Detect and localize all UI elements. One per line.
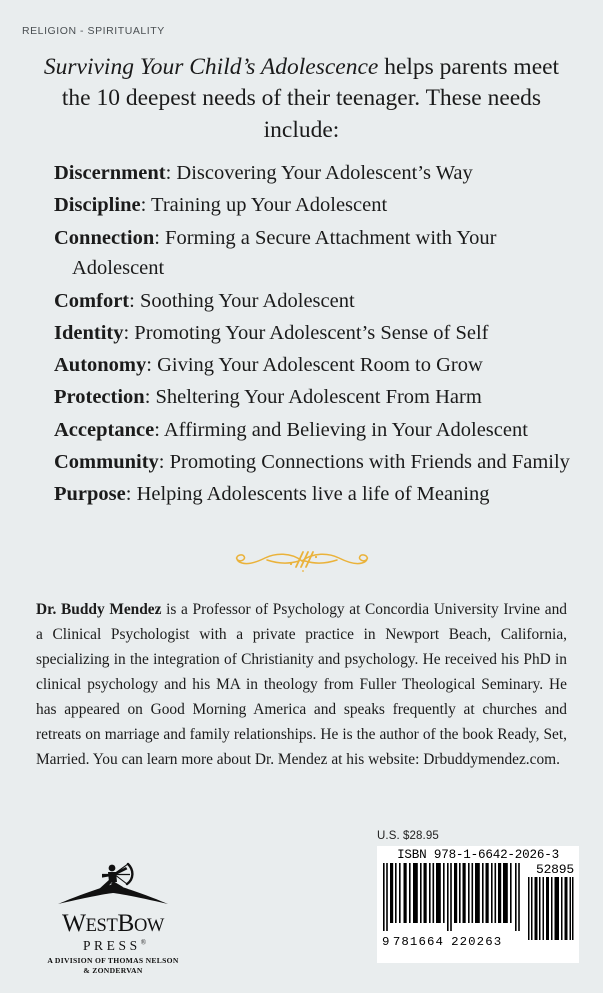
need-label: Acceptance [54,418,155,441]
addon-digits: 52895 [535,862,574,878]
need-label: Discipline [54,194,141,217]
need-description: : Sheltering Your Adolescent From Harm [144,386,482,409]
ean-group-2: 220263 [451,935,503,950]
addon5-bars-icon [527,877,574,940]
publisher-tagline [28,956,198,977]
ean-lead-digit: 9 [382,935,390,950]
need-description: : Soothing Your Adolescent [129,289,355,312]
need-item [54,382,574,413]
need-description: : Helping Adolescents live a life of Meaning [125,483,490,505]
publisher-press-word [28,939,198,953]
ean-group-1: 781664 [392,935,445,950]
need-item [54,223,574,285]
svg-text:™: ™ [123,890,128,895]
need-item [54,318,574,349]
publisher-name [28,910,198,936]
need-item [54,190,574,221]
author-name: Dr. Buddy Mendez [36,601,162,618]
need-description: : Giving Your Adolescent Room to Grow [146,354,483,376]
barcode-block [377,846,579,963]
needs-list [54,158,574,511]
need-label: Protection [54,386,145,409]
need-item [54,447,574,478]
price-label: U.S. $28.95 [377,830,439,842]
need-item [54,158,574,189]
barcode-bars-row [382,863,574,948]
tagline-line-1: A DIVISION OF THOMAS NELSON [47,956,179,965]
ornamental-flourish-icon [227,546,377,576]
author-bio-text: is a Professor of Psychology at Concordia University Irvine and a Clinical Psychologist with a private practice in Newport Beach, California, specializing in the integration of Christianity and psychology. He received his PhD in clinical psychology and his MA in theology from Fuller Theological Seminary. He has appeared on Good Morning America and speaks frequently at churches and retreats on marriage and family relationships. He is the author of the book Ready, Set, Married. You can learn more about Dr. Mendez at his website: Drbuddymendez.com. [36,601,567,768]
ornament-divider [0,546,603,576]
publisher-name-est: EST [85,916,118,936]
category-label: RELIGION - SPIRITUALITY [22,25,165,37]
book-title-italic: Surviving Your Child’s Adolescence [43,54,379,80]
author-bio [36,598,567,773]
need-description: : Promoting Your Adolescent’s Sense of Self [123,321,489,344]
need-label: Autonomy [54,354,147,376]
press-text: PRESS [82,937,141,953]
need-description: : Promoting Connections with Friends and Family [158,450,570,473]
registered-mark: ® [140,938,147,946]
ean13-digits [382,936,521,948]
publisher-name-w: W [61,908,86,937]
need-description: : Discovering Your Adolescent’s Way [165,162,473,184]
need-label: Community [54,450,159,473]
price-addon-barcode [527,863,574,945]
archer-bow-icon [54,862,172,908]
need-item [54,350,574,381]
publisher-name-ow: OW [133,916,164,936]
need-label: Connection [54,226,155,249]
need-description: : Training up Your Adolescent [140,194,388,217]
tagline-line-2: & ZONDERVAN [83,966,143,976]
need-label: Comfort [54,289,130,312]
publisher-name-b: B [117,908,134,937]
blurb-paragraph [34,52,569,146]
need-description: : Affirming and Believing in Your Adolescent [154,418,528,441]
publisher-logo [28,862,198,977]
need-label: Discernment [54,162,166,184]
need-item [54,286,574,317]
ean13-bars-icon [382,863,521,931]
need-item [54,415,574,446]
need-description: : Forming a Secure Attachment with Your Adolescent [72,226,497,280]
blurb-rest: helps parents meet the 10 deepest needs of their teenager. These needs include: [61,54,560,143]
ean13-barcode [382,863,521,948]
need-label: Purpose [54,483,126,505]
isbn-text: ISBN 978-1-6642-2026-3 [397,848,559,862]
need-item [54,479,574,510]
need-label: Identity [54,321,124,344]
